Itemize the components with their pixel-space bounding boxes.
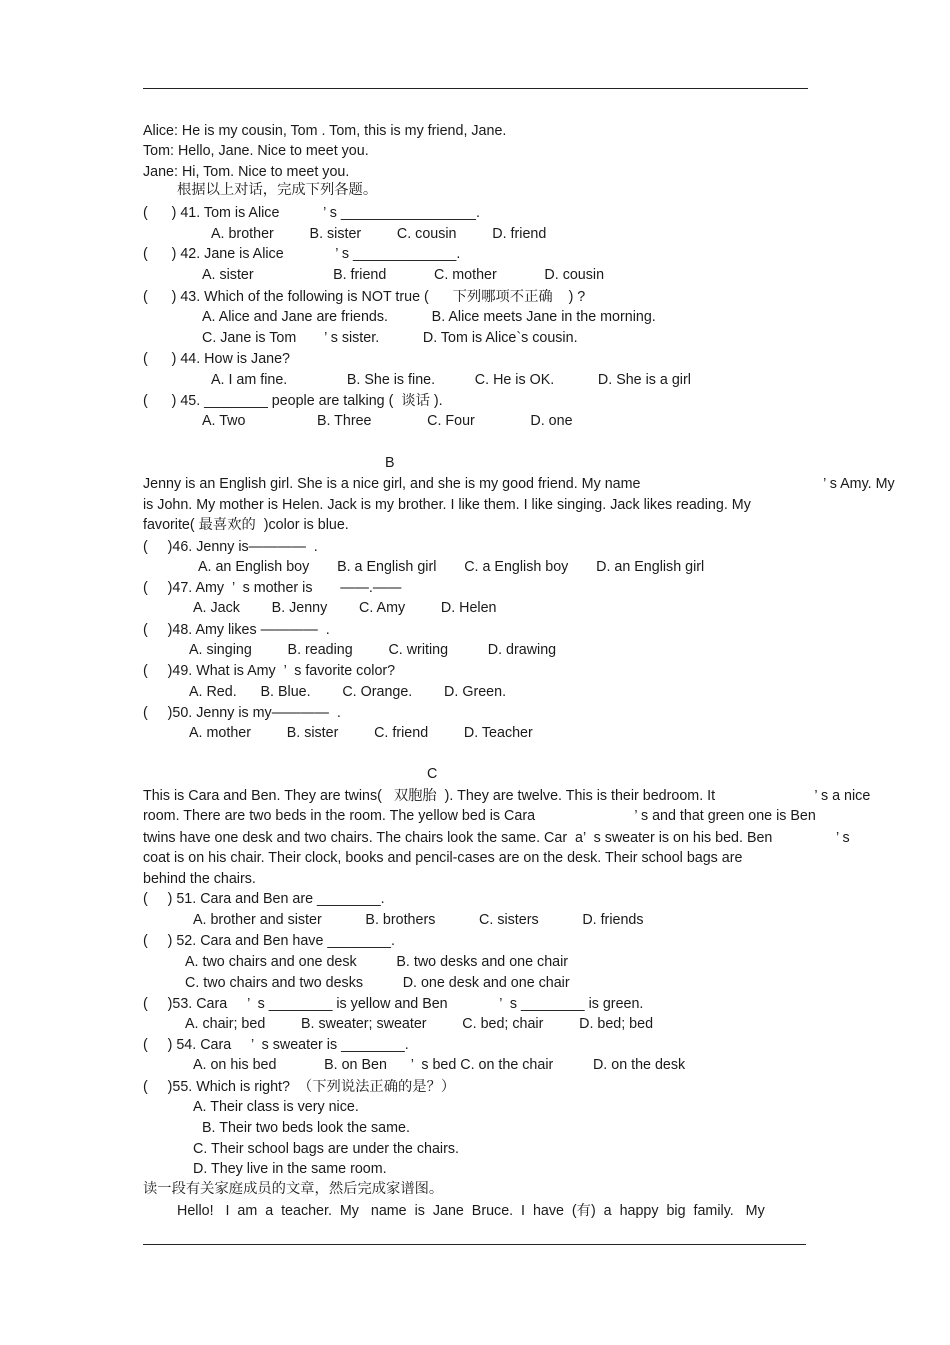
text-line: A. I am fine. B. She is fine. C. He is OK. D. She is a girl — [211, 372, 691, 388]
text-line: ( )53. Cara ’ s ________ is yellow and Ben ’ s ________ is green. — [143, 996, 644, 1012]
text-line: ( ) 42. Jane is Alice ’ s _____________. — [143, 246, 461, 262]
text-line: A. Red. B. Blue. C. Orange. D. Green. — [189, 684, 507, 700]
text-line: A. two chairs and one desk B. two desks and one chair — [185, 954, 569, 970]
text-line: A. singing B. reading C. writing D. drawing — [189, 642, 557, 658]
text-line: A. Their class is very nice. — [193, 1099, 359, 1115]
text-line: Tom: Hello, Jane. Nice to meet you. — [143, 143, 369, 159]
text-line: D. They live in the same room. — [193, 1161, 387, 1177]
text-line: A. Jack B. Jenny C. Amy D. Helen — [193, 600, 497, 616]
text-line: ( )46. Jenny is———— . — [143, 539, 318, 555]
text-line: ( ) 54. Cara ’ s sweater is ________. — [143, 1037, 409, 1053]
text-line: favorite( 最喜欢的 )color is blue. — [143, 517, 349, 533]
text-line: B — [385, 455, 395, 471]
text-line: ( ) 43. Which of the following is NOT true ( 下列哪项不正确 ) ? — [143, 289, 586, 305]
text-line: ( )55. Which is right? （下列说法正确的是？） — [143, 1079, 456, 1095]
text-line: Jane: Hi, Tom. Nice to meet you. — [143, 164, 350, 180]
text-line: A. on his bed B. on Ben ’ s bed C. on the chair D. on the desk — [193, 1057, 686, 1073]
text-line: ( ) 45. ________ people are talking ( 谈话 ). — [143, 393, 443, 409]
text-line: Hello! I am a teacher. My name is Jane Bruce. I have (有) a happy big family. My — [177, 1203, 765, 1219]
text-line: C. Their school bags are under the chairs. — [193, 1141, 459, 1157]
text-line: ( ) 41. Tom is Alice ’ s _________________. — [143, 205, 480, 221]
text-line: is John. My mother is Helen. Jack is my brother. I like them. I like singing. Jack likes reading. My — [143, 497, 751, 513]
text-line: coat is on his chair. Their clock, books and pencil-cases are on the desk. Their school bags are — [143, 850, 743, 866]
text-line: A. Alice and Jane are friends. B. Alice meets Jane in the morning. — [202, 309, 656, 325]
text-line: C — [427, 766, 438, 782]
text-line: 读一段有关家庭成员的文章，然后完成家谱图。 — [143, 1181, 444, 1197]
text-line: C. Jane is Tom ’ s sister. D. Tom is Alice`s cousin. — [202, 330, 578, 346]
text-line: 根据以上对话，完成下列各题。 — [177, 182, 378, 198]
text-line: ( )48. Amy likes ———— . — [143, 622, 330, 638]
text-line: B. Their two beds look the same. — [202, 1120, 410, 1136]
top-rule — [143, 88, 808, 89]
text-line: ( ) 52. Cara and Ben have ________. — [143, 933, 395, 949]
text-line: ( )49. What is Amy ’ s favorite color? — [143, 663, 396, 679]
text-line: ( ) 51. Cara and Ben are ________. — [143, 891, 385, 907]
text-line: This is Cara and Ben. They are twins( 双胞胎 ). They are twelve. This is their bedroom. It ’ s a nice — [143, 788, 871, 804]
text-line: Alice: He is my cousin, Tom . Tom, this is my friend, Jane. — [143, 123, 507, 139]
text-line: room. There are two beds in the room. The yellow bed is Cara ’ s and that green one is Ben — [143, 808, 816, 824]
text-line: ( )47. Amy ’ s mother is ——.—— — [143, 580, 402, 596]
text-line: A. brother and sister B. brothers C. sisters D. friends — [193, 912, 644, 928]
text-line: Jenny is an English girl. She is a nice girl, and she is my good friend. My name ’ s Amy. My — [143, 476, 895, 492]
text-line: A. mother B. sister C. friend D. Teacher — [189, 725, 533, 741]
text-line: A. an English boy B. a English girl C. a English boy D. an English girl — [198, 559, 705, 575]
text-line: C. two chairs and two desks D. one desk and one chair — [185, 975, 570, 991]
text-line: A. sister B. friend C. mother D. cousin — [202, 267, 605, 283]
text-line: A. chair; bed B. sweater; sweater C. bed; chair D. bed; bed — [185, 1016, 654, 1032]
text-line: A. brother B. sister C. cousin D. friend — [211, 226, 547, 242]
text-line: behind the chairs. — [143, 871, 256, 887]
text-line: A. Two B. Three C. Four D. one — [202, 413, 573, 429]
text-line: twins have one desk and two chairs. The chairs look the same. Car a’ s sweater is on his bed. Ben ’ s — [143, 830, 850, 846]
text-line: ( )50. Jenny is my———— . — [143, 705, 341, 721]
bottom-rule — [143, 1244, 806, 1245]
text-line: ( ) 44. How is Jane? — [143, 351, 290, 367]
